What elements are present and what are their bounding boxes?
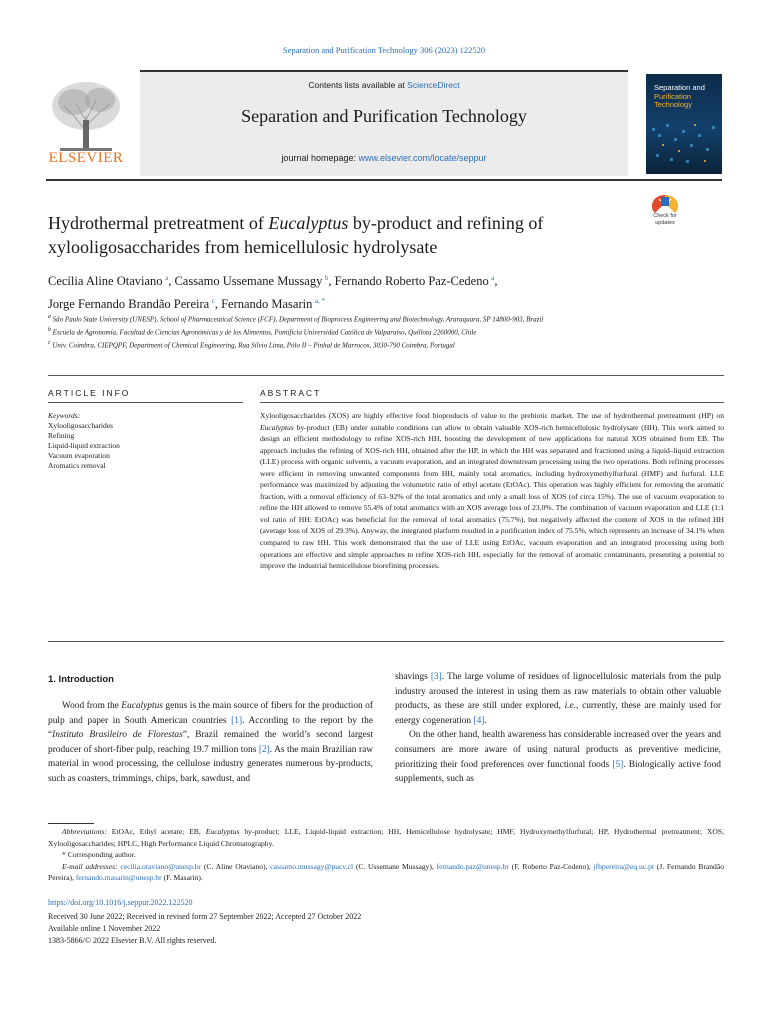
- homepage-link[interactable]: www.elsevier.com/locate/seppur: [358, 153, 487, 163]
- author-name: Fernando Masarin: [221, 297, 313, 312]
- affiliation-key: c: [48, 339, 51, 346]
- article-title: Hydrothermal pretreatment of Eucalyptus by-product and refining of xylooligosaccharides from hemicellulosic hydrolysate: [48, 213, 544, 257]
- footnote-divider: [48, 823, 94, 824]
- email-link-paz[interactable]: fernando.paz@unesp.br: [436, 861, 509, 871]
- email-footnote: E-mail addresses: cecilia.otaviano@unesp.br (C. Aline Otaviano), cassamo.mussagy@pucv.cl (C. Ussemane Mussagy), fernando.paz@unesp.br (F. Roberto Paz-Cedeno), jfbpereira@eq.uc.pt (J. Fernando Brandão Pereira), fernando.masarin@unesp.br (F. Masarin).: [48, 861, 725, 883]
- email-link-masarin[interactable]: fernando.masarin@unesp.br: [75, 873, 162, 883]
- journal-title: Separation and Purification Technology: [241, 106, 527, 126]
- affiliation-item: [48, 338, 688, 351]
- keyword-item: Vacuum evaporation: [48, 451, 110, 460]
- author-name: Cassamo Ussemane Mussagy: [174, 274, 323, 289]
- affiliations: [48, 312, 688, 350]
- publication-info: [48, 911, 724, 946]
- author[interactable]: [174, 274, 328, 288]
- email-link-mussagy[interactable]: cassamo.mussagy@pucv.cl: [270, 861, 354, 871]
- article-info-divider: [48, 402, 243, 403]
- check-for-updates-label[interactable]: Check for updates: [653, 213, 677, 226]
- keyword-item: Liquid-liquid extraction: [48, 441, 120, 450]
- author-name: Fernando Roberto Paz-Cedeno: [334, 274, 489, 289]
- author[interactable]: [48, 274, 168, 288]
- keywords-list: [48, 421, 243, 471]
- journal-homepage: journal homepage: www.elsevier.com/locate/seppur: [281, 153, 487, 163]
- ref-link-5[interactable]: [5]: [612, 759, 624, 770]
- affiliation-marker[interactable]: c: [211, 297, 215, 306]
- running-head[interactable]: Separation and Purification Technology 306 (2023) 122520: [282, 45, 486, 55]
- author-list: Cecília Aline Otaviano $^a$, Cassamo Ussemane Mussagy $^b$, Fernando Roberto Paz-Cedeno $^a$, Jorge Fernando Brandão Pereira $^c$, Fernando Masarin $^{a, *}$: [48, 274, 498, 312]
- body-paragraph: shavings [3]. The large volume of residues of lignocellulosic materials from the pulp industry aroused the interest in using them as raw materials to obtain other valuable products, as these are still under explored, i.e., currently, these are mainly used for energy cogeneration [4].: [395, 672, 721, 726]
- abbreviations-footnote: Abbreviations: EtOAc, Ethyl acetate; EB, Eucalyptus by-product; LLE, Liquid-liquid extraction; HH, Hemicellulose hydrolysate; HMF, Hydroxymethylfurfural; HP, Hydrothermal pretreatment; XOS, Xylooligosaccharides; HPLC, High Performance Liquid Chromatography.: [48, 827, 724, 848]
- author[interactable]: [48, 297, 215, 311]
- article-info-heading: ARTICLE INFO: [48, 388, 131, 398]
- keywords-label: Keywords:: [48, 411, 81, 420]
- introduction-heading: 1. Introduction: [48, 674, 114, 685]
- affiliation-item: [48, 325, 688, 338]
- affiliation-key: b: [48, 326, 51, 333]
- header-divider: [46, 179, 722, 181]
- publisher-name: ELSEVIER: [48, 150, 124, 166]
- keyword-item: Xylooligosaccharides: [48, 421, 113, 430]
- abstract-text: Xylooligosaccharides (XOS) are highly effective food bioproducts of value to the prebiotic market. The use of hydrothermal pretreatment (HP) on Eucalyptus by-product (EB) under suitable conditions can allow to obtain valuable XOS-rich hemicellulosic hydrolysate (HH). This work aimed to design an efficient methodology to refine XOS-rich HH, boosting the development of new applications for natural XOS obtained from EB. The approach includes the refining of XOS-rich HH, obtained after the HP, in which the HH was separated and fractioned using a liquid–liquid extraction (LLE) process with organic solvents, a vacuum evaporation, and an integrated downstream processing using the two operations. Both refining processes were efficient in removing unwanted components from HH, mainly total aromatics, including hydroxymethylfurfural (HMF) and furfural. LLE performance was maximized by adjusting the volumetric ratio of ethyl acetate (EtOAc). This operation was highly efficient for removing the aromatic fraction, with a removal efficiency of 63–92% of the total aromatics and only a small loss of XOS (of circa 15%). The use of vacuum evaporation to refine the HH allowed to remove 55.4% of total aromatics with an XOS average loss of 23.0%. The combination of vacuum evaporation and LLE (1:1 vol ratio of HH: EtOAc) was beneficial for the removal of total aromatics (75.7%), but negatively affected the content of XOS in the refined HH (average loss of XOS of 29.3%). Anyway, the integrated platform resulted in a purification index of 75.5%, which represents an increase of 34.1% when compared to raw HH. This work demonstrated that the use of LLE using EtOAc, vacuum evaporation and an integrated processing using both operations are effective and simple approaches to refine XOS-rich HH, especially for the removal of aromatic contaminants, presenting a potential to improve the industrial hemicellulose biorefining processes.: [260, 411, 724, 571]
- doi-link[interactable]: https://doi.org/10.1016/j.seppur.2022.122520: [48, 898, 193, 907]
- received-dates: Received 30 June 2022; Received in revised form 27 September 2022; Accepted 27 October 2022: [48, 912, 362, 921]
- author-name: Jorge Fernando Brandão Pereira: [48, 297, 210, 312]
- author-name: Cecília Aline Otaviano: [48, 274, 163, 289]
- copyright: 1383-5866/© 2022 Elsevier B.V. All rights reserved.: [48, 935, 217, 945]
- email-link-pereira[interactable]: jfbpereira@eq.uc.pt: [593, 861, 655, 871]
- abstract-heading: ABSTRACT: [260, 388, 322, 398]
- cover-pattern-graphic: [646, 114, 722, 174]
- sciencedirect-link[interactable]: ScienceDirect: [407, 80, 460, 90]
- ref-link-2[interactable]: [2]: [258, 744, 270, 755]
- body-paragraph: On the other hand, health awareness has considerable increased over the years and consumers are more aware of using natural products as preventive medicine, prioritizing their food preferences over functional foods [5]. Biologically active food supplements, such as: [395, 730, 721, 785]
- affiliation-marker[interactable]: b: [324, 274, 329, 282]
- ref-link-3[interactable]: [3]: [430, 672, 442, 682]
- author[interactable]: [221, 297, 325, 311]
- affiliation-item: [48, 312, 688, 325]
- affiliation-text: Escuela de Agronomía, Facultad de Ciencias Agronómicas y de los Alimentos, Pontificia Universidad Católica de Valparaíso, Quillota 2260000, Chile: [52, 328, 477, 337]
- affiliation-marker[interactable]: a, *: [314, 297, 325, 306]
- corresponding-author-note: * Corresponding author.: [62, 850, 136, 860]
- ref-link-1[interactable]: [1]: [231, 715, 243, 726]
- abstract-divider: [260, 402, 724, 403]
- ref-link-4[interactable]: [4]: [473, 715, 485, 726]
- author[interactable]: [335, 274, 495, 288]
- affiliations-divider: [48, 375, 724, 376]
- abstract-bottom-divider: [48, 641, 724, 642]
- contents-line: Contents lists available at ScienceDirect: [308, 80, 460, 90]
- keyword-item: Aromatics removal: [48, 461, 106, 470]
- body-column-right: [395, 670, 721, 787]
- affiliation-text: São Paulo State University (UNESP), School of Pharmaceutical Science (FCF), Department of Bioprocess Engineering and Biotechnology, Araraquara, SP 14800-903, Brazil: [52, 315, 544, 324]
- affiliation-text: Univ. Coimbra, CIEPQPF, Department of Chemical Engineering, Rua Sílvio Lima, Pólo II – Pinhal de Marrocos, 3030-790 Coimbra, Portugal: [52, 340, 455, 349]
- journal-cover[interactable]: [646, 74, 722, 174]
- affiliation-marker[interactable]: a: [491, 274, 495, 282]
- available-online: Available online 1 November 2022: [48, 923, 161, 933]
- body-column-left: Wood from the Eucalyptus genus is the main source of fibers for the production of pulp and paper in South American countries [1]. According to the report by the “Instituto Brasileiro de Florestas”, Brazil remained the world’s second largest producer of short-fiber pulp, reaching 19.7 million tons [2]. As the main Brazilian raw material in wood processing, the cellulose industry generates numerous by-products, such as coasters, trimmings, chips, bark, sawdust, and: [48, 701, 374, 784]
- affiliation-marker[interactable]: a: [165, 274, 169, 282]
- footnotes: [48, 826, 724, 884]
- email-link-otaviano[interactable]: cecilia.otaviano@unesp.br: [120, 861, 202, 871]
- keyword-item: Refining: [48, 431, 75, 440]
- cover-title: Separation and Purification Technology: [654, 83, 705, 109]
- keywords-block: [48, 411, 243, 471]
- affiliation-key: a: [48, 314, 51, 320]
